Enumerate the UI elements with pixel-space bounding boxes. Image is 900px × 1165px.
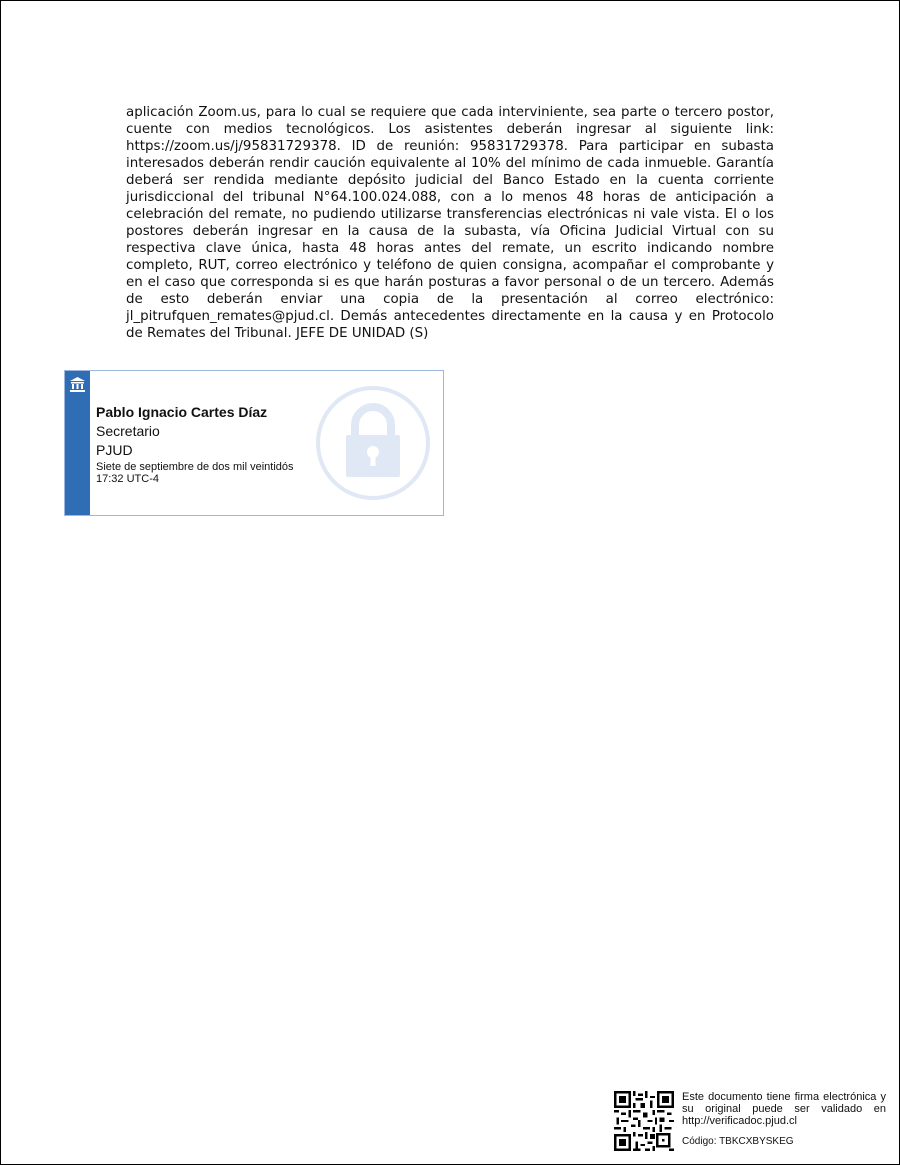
signature-date: Siete de septiembre de dos mil veintidós: [96, 461, 294, 473]
verification-notice: [682, 1091, 886, 1148]
signer-name: Pablo Ignacio Cartes Díaz: [96, 404, 268, 420]
signer-organization: PJUD: [96, 442, 133, 458]
verification-code: Código: TBKCXBYSKEG: [682, 1136, 794, 1147]
courthouse-icon: [69, 376, 86, 393]
body-paragraph: aplicación Zoom.us, para lo cual se requiere que cada interviniente, sea parte o tercero postor, cuente con medios tecnológicos. Los asistentes deberán ingresar al siguiente link: https://zoom.us/j/95831729378. ID de reunión: 95831729378. Para participar en subasta interesados deberán rendir caución equivalente al 10% del mínimo de cada inmueble. Garantía deberá ser rendida mediante depósito judicial del Banco Estado en la cuenta corriente jurisdiccional del tribunal N°64.100.024.088, con a lo menos 48 horas de anticipación a celebración del remate, no pudiendo utilizarse transferencias electrónicas ni vale vista. El o los postores deberán ingresar en la causa de la subasta, vía Oficina Judicial Virtual con su respectiva clave única, hasta 48 horas antes del remate, un escrito indicando nombre completo, RUT, correo electrónico y teléfono de quien consigna, acompañar el comprobante y en el caso que corresponda si es que harán posturas a favor personal o de un tercero. Además de esto deberán enviar una copia de la presentación al correo electrónico: jl_pitrufquen_remates@pjud.cl. Demás antecedentes directamente en la causa y en Protocolo de Remates del Tribunal. JEFE DE UNIDAD (S): [126, 105, 774, 341]
document-body: [126, 104, 774, 342]
signature-time: 17:32 UTC-4: [96, 473, 159, 485]
qr-code: [614, 1091, 674, 1151]
lock-icon: [315, 385, 431, 501]
signature-box: [64, 370, 444, 516]
signature-side-bar: [65, 371, 90, 515]
verification-text: Este documento tiene firma electrónica y su original puede ser validado en http://verificadoc.pjud.cl: [682, 1091, 886, 1127]
signer-role: Secretario: [96, 423, 160, 439]
